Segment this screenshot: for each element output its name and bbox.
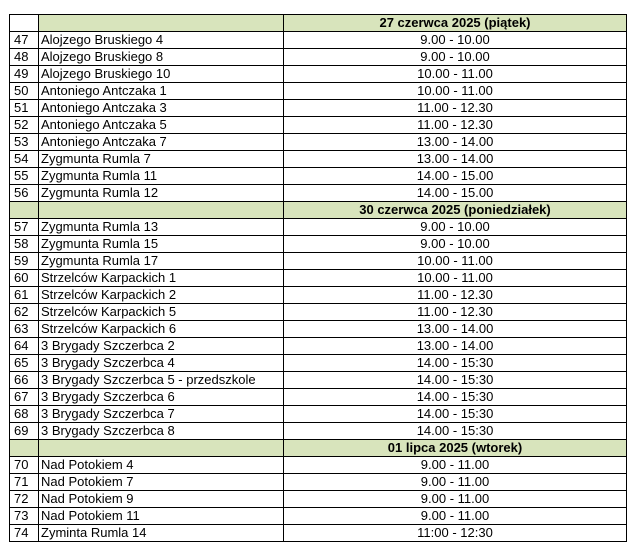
row-number: 68	[10, 406, 39, 423]
street-address: Zygmunta Rumla 13	[39, 219, 284, 236]
time-slot: 9.00 - 10.00	[284, 49, 627, 66]
row-number: 58	[10, 236, 39, 253]
street-address: Alojzego Bruskiego 8	[39, 49, 284, 66]
row-number: 71	[10, 474, 39, 491]
schedule-table-body	[10, 15, 627, 542]
row-number: 74	[10, 525, 39, 542]
street-address: Zygmunta Rumla 11	[39, 168, 284, 185]
header-number-cell	[10, 15, 39, 32]
date-header: 01 lipca 2025 (wtorek)	[284, 440, 627, 457]
table-row	[10, 100, 627, 117]
street-address: Zygmunta Rumla 7	[39, 151, 284, 168]
row-number: 60	[10, 270, 39, 287]
row-number: 61	[10, 287, 39, 304]
table-row	[10, 525, 627, 542]
table-row	[10, 117, 627, 134]
street-address: Nad Potokiem 9	[39, 491, 284, 508]
street-address: Strzelców Karpackich 5	[39, 304, 284, 321]
row-number: 51	[10, 100, 39, 117]
time-slot: 9.00 - 11.00	[284, 457, 627, 474]
table-row	[10, 219, 627, 236]
table-row	[10, 304, 627, 321]
table-row	[10, 423, 627, 440]
row-number: 50	[10, 83, 39, 100]
row-number: 62	[10, 304, 39, 321]
header-number-cell	[10, 440, 39, 457]
street-address: Strzelców Karpackich 2	[39, 287, 284, 304]
table-row	[10, 236, 627, 253]
street-address: Antoniego Antczaka 5	[39, 117, 284, 134]
street-address: Strzelców Karpackich 1	[39, 270, 284, 287]
table-row	[10, 287, 627, 304]
date-header-row	[10, 15, 627, 32]
row-number: 55	[10, 168, 39, 185]
table-row	[10, 389, 627, 406]
time-slot: 9.00 - 11.00	[284, 508, 627, 525]
table-row	[10, 406, 627, 423]
table-row	[10, 151, 627, 168]
table-row	[10, 338, 627, 355]
time-slot: 11.00 - 12.30	[284, 287, 627, 304]
row-number: 47	[10, 32, 39, 49]
row-number: 63	[10, 321, 39, 338]
time-slot: 14.00 - 15:30	[284, 389, 627, 406]
street-address: Zyminta Rumla 14	[39, 525, 284, 542]
table-row	[10, 372, 627, 389]
row-number: 52	[10, 117, 39, 134]
street-address: Antoniego Antczaka 1	[39, 83, 284, 100]
street-address: Zygmunta Rumla 15	[39, 236, 284, 253]
table-row	[10, 49, 627, 66]
street-address: Nad Potokiem 4	[39, 457, 284, 474]
street-address: Alojzego Bruskiego 4	[39, 32, 284, 49]
time-slot: 14.00 - 15.00	[284, 168, 627, 185]
time-slot: 11.00 - 12.30	[284, 100, 627, 117]
table-row	[10, 457, 627, 474]
time-slot: 13.00 - 14.00	[284, 321, 627, 338]
street-address: Nad Potokiem 7	[39, 474, 284, 491]
time-slot: 14.00 - 15:30	[284, 423, 627, 440]
table-row	[10, 355, 627, 372]
table-row	[10, 168, 627, 185]
time-slot: 13.00 - 14.00	[284, 134, 627, 151]
street-address: Strzelców Karpackich 6	[39, 321, 284, 338]
row-number: 54	[10, 151, 39, 168]
table-row	[10, 253, 627, 270]
time-slot: 9.00 - 10.00	[284, 219, 627, 236]
table-row	[10, 185, 627, 202]
street-address: 3 Brygady Szczerbca 4	[39, 355, 284, 372]
time-slot: 10.00 - 11.00	[284, 83, 627, 100]
header-street-cell	[39, 15, 284, 32]
row-number: 72	[10, 491, 39, 508]
row-number: 49	[10, 66, 39, 83]
table-row	[10, 32, 627, 49]
date-header: 27 czerwca 2025 (piątek)	[284, 15, 627, 32]
street-address: 3 Brygady Szczerbca 2	[39, 338, 284, 355]
header-number-cell	[10, 202, 39, 219]
row-number: 66	[10, 372, 39, 389]
row-number: 56	[10, 185, 39, 202]
street-address: 3 Brygady Szczerbca 8	[39, 423, 284, 440]
time-slot: 10.00 - 11.00	[284, 66, 627, 83]
time-slot: 9.00 - 11.00	[284, 474, 627, 491]
time-slot: 14.00 - 15:30	[284, 355, 627, 372]
street-address: 3 Brygady Szczerbca 7	[39, 406, 284, 423]
table-row	[10, 474, 627, 491]
street-address: Zygmunta Rumla 12	[39, 185, 284, 202]
time-slot: 13.00 - 14.00	[284, 151, 627, 168]
row-number: 53	[10, 134, 39, 151]
street-address: Nad Potokiem 11	[39, 508, 284, 525]
time-slot: 13.00 - 14.00	[284, 338, 627, 355]
row-number: 70	[10, 457, 39, 474]
time-slot: 9.00 - 11.00	[284, 491, 627, 508]
row-number: 59	[10, 253, 39, 270]
table-row	[10, 134, 627, 151]
row-number: 65	[10, 355, 39, 372]
time-slot: 14.00 - 15.00	[284, 185, 627, 202]
table-row	[10, 508, 627, 525]
row-number: 57	[10, 219, 39, 236]
table-row	[10, 83, 627, 100]
time-slot: 9.00 - 10.00	[284, 32, 627, 49]
time-slot: 9.00 - 10.00	[284, 236, 627, 253]
row-number: 67	[10, 389, 39, 406]
row-number: 48	[10, 49, 39, 66]
table-row	[10, 321, 627, 338]
table-row	[10, 66, 627, 83]
table-row	[10, 491, 627, 508]
table-row	[10, 270, 627, 287]
street-address: Antoniego Antczaka 7	[39, 134, 284, 151]
time-slot: 14.00 - 15:30	[284, 406, 627, 423]
date-header-row	[10, 202, 627, 219]
date-header: 30 czerwca 2025 (poniedziałek)	[284, 202, 627, 219]
time-slot: 10.00 - 11.00	[284, 253, 627, 270]
date-header-row	[10, 440, 627, 457]
street-address: Alojzego Bruskiego 10	[39, 66, 284, 83]
street-address: Antoniego Antczaka 3	[39, 100, 284, 117]
street-address: Zygmunta Rumla 17	[39, 253, 284, 270]
header-street-cell	[39, 202, 284, 219]
time-slot: 11.00 - 12.30	[284, 117, 627, 134]
row-number: 64	[10, 338, 39, 355]
time-slot: 11:00 - 12:30	[284, 525, 627, 542]
street-address: 3 Brygady Szczerbca 6	[39, 389, 284, 406]
header-street-cell	[39, 440, 284, 457]
time-slot: 11.00 - 12.30	[284, 304, 627, 321]
row-number: 69	[10, 423, 39, 440]
time-slot: 14.00 - 15:30	[284, 372, 627, 389]
schedule-table	[9, 14, 627, 542]
row-number: 73	[10, 508, 39, 525]
time-slot: 10.00 - 11.00	[284, 270, 627, 287]
street-address: 3 Brygady Szczerbca 5 - przedszkole	[39, 372, 284, 389]
